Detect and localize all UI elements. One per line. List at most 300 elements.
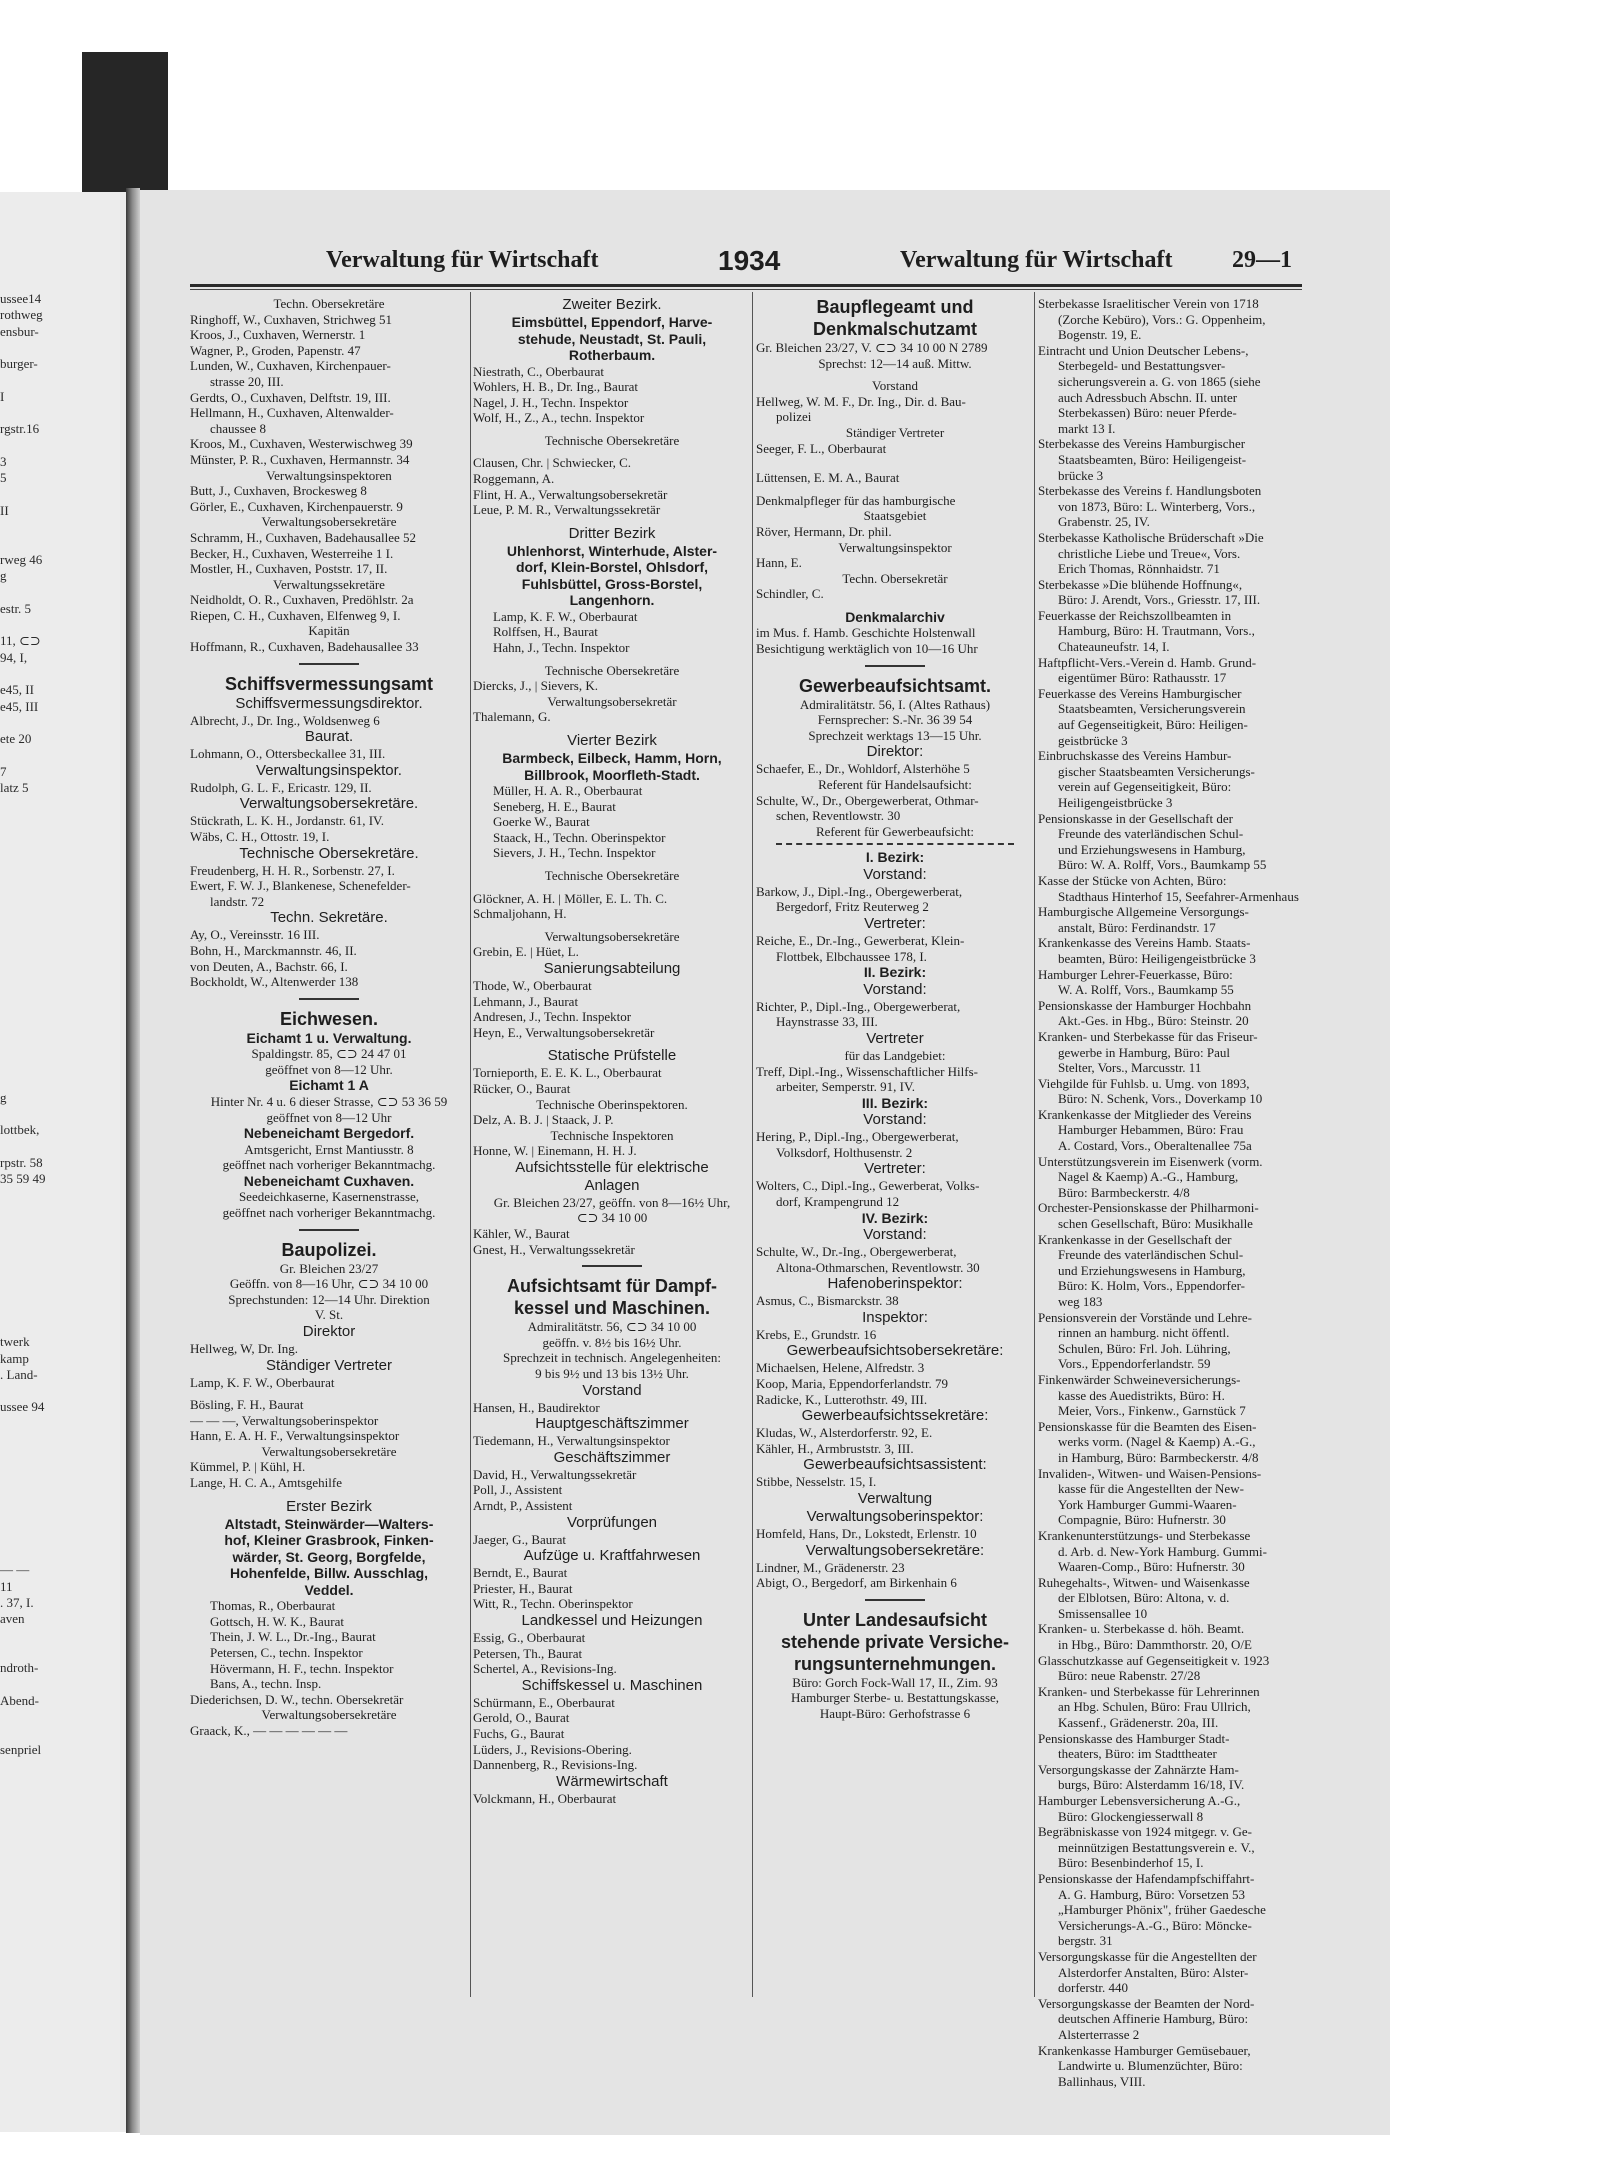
col4-entry: Grabenstr. 25, IV. bbox=[1058, 514, 1150, 530]
col4-entry: an Hbg. Schulen, Büro: Frau Ullrich, bbox=[1058, 1699, 1251, 1715]
col3-entry: Haynstrasse 33, III. bbox=[776, 1014, 878, 1030]
col2-entry: Zweiter Bezirk. bbox=[562, 296, 662, 313]
col1-entry: Becker, H., Cuxhaven, Westerreihe 1 I. bbox=[190, 545, 394, 561]
col4-entry: A. Costard, Vors., Oberaltenallee 75a bbox=[1058, 1138, 1252, 1154]
margin-fragment: e45, II bbox=[0, 682, 34, 698]
col2-entry bbox=[473, 426, 751, 433]
margin-fragment: 5 bbox=[0, 470, 7, 486]
margin-fragment: 3 bbox=[0, 454, 7, 469]
margin-fragment: 94, I, bbox=[0, 649, 28, 665]
scan-edge-dark bbox=[82, 52, 168, 192]
col3-entry: Verwaltungsoberinspektor: bbox=[806, 1508, 984, 1525]
col3-entry: Staatsgebiet bbox=[863, 508, 927, 524]
header-left-title: Verwaltung für Wirtschaft bbox=[326, 247, 599, 273]
col3-entry: Büro: Gorch Fock-Wall 17, II., Zim. 93 bbox=[792, 1674, 998, 1690]
col2-entry: Seneberg, H. E., Baurat bbox=[493, 798, 616, 814]
col3-entry: Denkmalarchiv bbox=[845, 608, 945, 625]
col1-entry: Eichamt 1 u. Verwaltung. bbox=[246, 1029, 412, 1046]
col1-entry: Hoffmann, R., Cuxhaven, Badehausallee 33 bbox=[190, 639, 419, 655]
col2-entry: Eimsbüttel, Eppendorf, Harve- bbox=[511, 314, 713, 330]
margin-fragment: senpriel bbox=[0, 1741, 42, 1757]
col3-entry: Abigt, O., Bergedorf, am Birkenhain 6 bbox=[756, 1575, 957, 1591]
col4-entry: Büro: K. Holm, Vors., Eppendorfer- bbox=[1058, 1278, 1246, 1294]
col1-entry: landstr. 72 bbox=[210, 893, 265, 909]
col2-entry: Landkessel und Heizungen bbox=[521, 1611, 703, 1629]
col4-entry: Alsterterrasse 2 bbox=[1058, 2026, 1140, 2042]
col2-entry: Heyn, E., Verwaltungsobersekretär bbox=[473, 1024, 655, 1040]
col4-entry: York Hamburger Gummi-Waaren- bbox=[1058, 1496, 1237, 1512]
margin-fragment: g bbox=[0, 1089, 7, 1105]
col2-entry: Anlagen bbox=[584, 1176, 640, 1194]
col2-entry: Vorstand bbox=[582, 1381, 642, 1399]
col4-entry: Hamburger Lebensversicherung A.-G., bbox=[1038, 1793, 1241, 1808]
col4-entry: rinnen an hamburg. nicht öffentl. bbox=[1058, 1325, 1230, 1341]
col3-entry: Schulte, W., Dr.-Ing., Obergewerberat, bbox=[756, 1244, 957, 1260]
col2-entry: Technische Obersekretäre bbox=[544, 867, 680, 883]
col4-entry: Hamburg, Büro: H. Trautmann, Vors., bbox=[1058, 623, 1255, 639]
col4-entry: Pensionskasse in der Gesellschaft der bbox=[1038, 810, 1233, 826]
margin-fragment: estr. 5 bbox=[0, 600, 32, 616]
col4-entry: Sterbekasse des Vereins Hamburgischer bbox=[1038, 436, 1246, 452]
col1-entry: Petersen, C., techn. Inspektor bbox=[210, 1644, 363, 1660]
col4-entry: Stelter, Vors., Marcusstr. 11 bbox=[1058, 1060, 1202, 1076]
col3-entry: Gewerbeaufsichtsobersekretäre: bbox=[786, 1342, 1004, 1360]
col1-entry: Verwaltungsinspektor. bbox=[256, 761, 402, 779]
col3-entry: rungsunternehmungen. bbox=[794, 1653, 996, 1674]
col2-entry: Honne, W. | Einemann, H. H. J. bbox=[473, 1143, 637, 1159]
col2-entry: Wohlers, H. B., Dr. Ing., Baurat bbox=[473, 379, 639, 395]
col4-entry: Staatsbeamten, Versicherungsverein bbox=[1058, 701, 1246, 717]
col4-entry: (Zorche Kebüro), Vors.: G. Oppenheim, bbox=[1058, 311, 1266, 327]
col3-entry: Lüttensen, E. M. A., Baurat bbox=[756, 470, 900, 486]
col4-entry: Sterbekasse des Vereins f. Handlungsboten bbox=[1038, 483, 1262, 499]
col4-entry: Pensionskasse der Hamburger Hochbahn bbox=[1038, 997, 1252, 1013]
margin-fragment: . 37, I. bbox=[0, 1595, 34, 1610]
col4-entry: Einbruchskasse des Vereins Hambur- bbox=[1038, 748, 1232, 764]
col3-entry: Sprechzeit werktags 13—15 Uhr. bbox=[808, 727, 982, 743]
col4-entry: Freunde des vaterländischen Schul- bbox=[1058, 1247, 1244, 1263]
col1-entry: Bösling, F. H., Baurat bbox=[190, 1397, 304, 1413]
col1-entry: Hellmann, H., Cuxhaven, Altenwalder- bbox=[190, 405, 394, 421]
col4-entry: Feuerkasse des Vereins Hamburgischer bbox=[1038, 685, 1242, 701]
col1-entry bbox=[299, 998, 359, 1000]
col3-entry: Admiralitätstr. 56, I. (Altes Rathaus) bbox=[799, 696, 991, 712]
col1-entry: Nebeneichamt Cuxhaven. bbox=[243, 1172, 415, 1189]
col4-entry: Büro: J. Arendt, Vors., Griesstr. 17, III. bbox=[1058, 592, 1261, 608]
col3-entry: Verwaltungsinspektor bbox=[838, 539, 952, 555]
col2-entry: Gnest, H., Verwaltungssekretär bbox=[473, 1241, 635, 1257]
col2-entry bbox=[473, 922, 751, 929]
col2-entry: Rolffsen, H., Baurat bbox=[493, 624, 598, 640]
col3-entry: Denkmalpfleger für das hamburgische bbox=[756, 492, 956, 508]
col4-entry: Sterbekasse »Die blühende Hoffnung«, bbox=[1038, 576, 1243, 592]
col2-entry: Glöckner, A. H. | Möller, E. L. Th. C. bbox=[473, 890, 668, 906]
col2-entry: Verwaltungsobersekretäre bbox=[544, 928, 680, 944]
col4-entry: anstalt, Büro: Ferdinandstr. 17 bbox=[1058, 919, 1216, 935]
col4-entry: bergstr. 31 bbox=[1058, 1933, 1113, 1949]
col2-entry: Barmbeck, Eilbeck, Hamm, Horn, bbox=[502, 750, 722, 766]
col3-entry: polizei bbox=[776, 409, 812, 425]
col1-entry: Baurat. bbox=[304, 728, 354, 746]
col4-entry: Unterstützungsverein im Eisenwerk (vorm. bbox=[1038, 1153, 1263, 1169]
col4-entry: Büro: N. Schenk, Vors., Doverkamp 10 bbox=[1058, 1091, 1263, 1107]
col2-entry: Roggemann, A. bbox=[473, 471, 555, 487]
col1-entry: geöffnet von 8—12 Uhr bbox=[266, 1109, 392, 1125]
col3-entry: Röver, Hermann, Dr. phil. bbox=[756, 523, 892, 539]
col4-entry: Nagel & Kaemp) A.-G., Hamburg, bbox=[1058, 1169, 1239, 1185]
col4-entry: deutschen Affinerie Hamburg, Büro: bbox=[1058, 2011, 1249, 2027]
col3-entry: Richter, P., Dipl.-Ing., Obergewerberat, bbox=[756, 998, 961, 1014]
col4-entry: Smissensallee 10 bbox=[1058, 1605, 1148, 1621]
col4-entry: Sterbegeld- und Bestattungsver- bbox=[1058, 358, 1226, 374]
col3-entry: Wolters, C., Dipl.-Ing., Gewerberat, Volks- bbox=[756, 1178, 980, 1194]
col1-entry: Technische Obersekretäre. bbox=[239, 844, 419, 862]
margin-fragment: latz 5 bbox=[0, 780, 29, 795]
col1-entry: Gerdts, O., Cuxhaven, Delftstr. 19, III. bbox=[190, 389, 391, 405]
col4-entry: Pensionskasse des Hamburger Stadt- bbox=[1038, 1730, 1230, 1746]
book-binding bbox=[126, 188, 140, 2133]
col1-entry: Stückrath, L. K. H., Jordanstr. 61, IV. bbox=[190, 813, 385, 829]
col1-entry: Ewert, F. W. J., Blankenese, Schenefelder- bbox=[190, 878, 411, 894]
col4-entry: auf Gegenseitigkeit, Büro: Heiligen- bbox=[1058, 717, 1248, 733]
col3-entry: Inspektor: bbox=[862, 1308, 928, 1326]
col4-entry: Versorgungskasse für die Angestellten der bbox=[1038, 1948, 1257, 1964]
col3-entry: Gewerbeaufsichtssekretäre: bbox=[801, 1407, 989, 1425]
col2-entry: Essig, G., Oberbaurat bbox=[473, 1629, 586, 1645]
margin-fragment: 35 59 49 bbox=[0, 1171, 46, 1187]
column-1 bbox=[190, 296, 468, 1739]
margin-fragment: rweg 46 bbox=[0, 551, 43, 567]
margin-fragment: — — bbox=[0, 1562, 30, 1578]
col3-entry: für das Landgebiet: bbox=[844, 1047, 946, 1063]
col4-entry: Kranken- und Sterbekasse für Lehrerinnen bbox=[1038, 1683, 1260, 1699]
col2-entry: Leue, P. M. R., Verwaltungssekretär bbox=[473, 502, 661, 518]
col1-entry: — — —, Verwaltungsoberinspektor bbox=[190, 1412, 379, 1428]
col1-entry: geöffnet von 8—12 Uhr. bbox=[265, 1061, 393, 1077]
col3-entry: Ständiger Vertreter bbox=[845, 424, 945, 440]
col1-entry: Hann, E. A. H. F., Verwaltungsinspektor bbox=[190, 1428, 400, 1444]
col2-entry: Aufsichtsamt für Dampf- bbox=[506, 1276, 717, 1297]
col2-entry: Fuchs, G., Baurat bbox=[473, 1725, 565, 1741]
col1-entry: Kümmel, P. | Kühl, H. bbox=[190, 1459, 306, 1475]
col2-entry bbox=[473, 1040, 751, 1047]
margin-fragment: 11, ⊂⊃ bbox=[0, 633, 41, 649]
margin-fragment: rgstr.16 bbox=[0, 421, 40, 437]
col2-entry bbox=[473, 725, 751, 732]
col4-entry: Feuerkasse der Reichszollbeamten in bbox=[1038, 607, 1232, 623]
col3-entry: Gr. Bleichen 23/27, V. ⊂⊃ 34 10 00 N 2789 bbox=[756, 340, 988, 355]
col1-entry: strasse 20, III. bbox=[210, 373, 284, 389]
col3-entry: Lindner, M., Grädenerstr. 23 bbox=[756, 1559, 905, 1575]
col4-entry: markt 13 I. bbox=[1058, 420, 1116, 436]
col1-entry: Nebeneichamt Bergedorf. bbox=[243, 1125, 415, 1142]
col4-entry: Viehgilde für Fuhlsb. u. Umg. von 1893, bbox=[1038, 1075, 1250, 1091]
col3-entry: Schindler, C. bbox=[756, 586, 824, 602]
col3-entry: Denkmalschutzamt bbox=[812, 319, 978, 339]
col4-entry: Begräbniskasse von 1924 mitgegr. v. Ge- bbox=[1038, 1824, 1252, 1840]
col1-entry: Bans, A., techn. Insp. bbox=[210, 1676, 322, 1692]
col1-entry: Ständiger Vertreter bbox=[266, 1356, 392, 1374]
col4-entry: burgs, Büro: Alsterdamm 16/18, IV. bbox=[1058, 1777, 1245, 1793]
margin-fragment: ensbur- bbox=[0, 323, 39, 339]
col2-entry: Dritter Bezirk bbox=[568, 524, 656, 542]
col4-entry: Waaren-Comp., Büro: Hufnerstr. 30 bbox=[1058, 1559, 1245, 1575]
col3-entry: Homfeld, Hans, Dr., Lokstedt, Erlenstr. 10 bbox=[756, 1526, 977, 1541]
col4-entry: Kranken- und Sterbekasse für das Friseur- bbox=[1038, 1028, 1258, 1044]
col3-entry bbox=[756, 456, 1034, 470]
col4-entry: verein auf Gegenseitigkeit, Büro: bbox=[1058, 779, 1232, 795]
col3-entry: Gewerbeaufsichtsassistent: bbox=[803, 1456, 987, 1474]
col4-entry: Schulen, Büro: Frl. Joh. Lühring, bbox=[1058, 1340, 1231, 1356]
col2-entry bbox=[473, 518, 751, 525]
col2-entry: Nagel, J. H., Techn. Inspektor bbox=[473, 394, 629, 410]
col2-entry bbox=[473, 448, 751, 455]
col4-entry: Ruhegehalts-, Witwen- und Waisenkasse bbox=[1038, 1574, 1250, 1590]
col4-entry: Krankenkasse der Mitglieder des Vereins bbox=[1038, 1106, 1252, 1122]
col2-entry: Hahn, J., Techn. Inspektor bbox=[493, 640, 630, 656]
col2-entry: Billbrook, Moorfleth-Stadt. bbox=[524, 766, 700, 783]
col3-entry: Vorstand: bbox=[863, 1111, 927, 1129]
col1-entry bbox=[190, 1390, 468, 1397]
col1-entry: Mostler, H., Cuxhaven, Poststr. 17, II. bbox=[190, 561, 388, 577]
margin-fragment: rothweg bbox=[0, 307, 43, 323]
col3-entry: IV. Bezirk: bbox=[861, 1209, 929, 1226]
col3-entry bbox=[756, 371, 1034, 378]
col1-entry: Verwaltungsobersekretäre bbox=[261, 1707, 397, 1723]
col4-entry: geistbrücke 3 bbox=[1058, 732, 1128, 748]
col2-entry bbox=[582, 1265, 642, 1267]
col3-entry: Hellweg, W. M. F., Dr. Ing., Dir. d. Bau- bbox=[756, 393, 966, 409]
col4-entry: Büro: Glockengiesserwall 8 bbox=[1058, 1808, 1204, 1824]
col2-entry: Sievers, J. H., Techn. Inspektor bbox=[493, 845, 656, 861]
col4-entry: schen Gesellschaft, Büro: Musikhalle bbox=[1058, 1216, 1253, 1232]
col3-entry bbox=[756, 486, 1034, 493]
col3-entry: stehende private Versiche- bbox=[780, 1631, 1010, 1652]
col3-entry: Verwaltungsobersekretäre: bbox=[805, 1541, 985, 1559]
col2-entry: geöffn. v. 8½ bis 16½ Uhr. bbox=[542, 1334, 682, 1350]
col4-entry: Freunde des vaterländischen Schul- bbox=[1058, 826, 1244, 842]
col4-entry: werks vorm. (Nagel & Kaemp) A.-G., bbox=[1058, 1434, 1256, 1450]
col4-entry: Hamburgische Allgemeine Versorgungs- bbox=[1038, 904, 1249, 920]
col4-entry: Sterbekasse Katholische Brüderschaft »Die bbox=[1038, 529, 1264, 545]
margin-fragment: Abend- bbox=[0, 1692, 39, 1708]
column-4 bbox=[1038, 296, 1316, 2089]
col4-entry: Pensionsverein der Vorstände und Lehre- bbox=[1038, 1309, 1252, 1325]
margin-fragment: II bbox=[0, 502, 9, 518]
col4-entry: brücke 3 bbox=[1058, 467, 1104, 483]
column-2 bbox=[473, 296, 751, 1806]
column-divider bbox=[1034, 292, 1035, 1997]
col4-entry: beamten, Büro: Heiligengeistbrücke 3 bbox=[1058, 950, 1256, 966]
col4-entry: der Elblotsen, Büro: Altona, v. d. bbox=[1058, 1590, 1230, 1606]
col2-entry: Aufzüge u. Kraftfahrwesen bbox=[523, 1547, 701, 1565]
col4-entry: Pensionskasse für die Beamten des Eisen- bbox=[1038, 1418, 1257, 1434]
col3-entry: III. Bezirk: bbox=[861, 1094, 929, 1111]
col2-entry: Rücker, O., Baurat bbox=[473, 1080, 571, 1096]
col2-entry: Tornieporth, E. E. K. L., Oberbaurat bbox=[473, 1065, 662, 1081]
col3-entry: Treff, Dipl.-Ing., Wissenschaftlicher Hilfs- bbox=[756, 1063, 979, 1079]
col1-entry: Schramm, H., Cuxhaven, Badehausallee 52 bbox=[190, 529, 416, 545]
col2-entry: Hauptgeschäftszimmer bbox=[535, 1415, 689, 1433]
col1-entry: Eichamt 1 A bbox=[289, 1077, 369, 1094]
col4-entry: Heiligengeistbrücke 3 bbox=[1058, 795, 1173, 810]
col4-entry: Hamburger Lehrer-Feuerkasse, Büro: bbox=[1038, 966, 1233, 982]
col2-entry: Technische Oberinspektoren. bbox=[536, 1096, 688, 1112]
col1-entry: Thomas, R., Oberbaurat bbox=[210, 1598, 336, 1614]
col4-entry: A. G. Hamburg, Büro: Vorsetzen 53 bbox=[1058, 1886, 1246, 1902]
col2-entry: 9 bis 9½ und 13 bis 13½ Uhr. bbox=[535, 1366, 689, 1382]
col2-entry: Volckmann, H., Oberbaurat bbox=[473, 1790, 617, 1806]
col2-entry: Staack, H., Techn. Oberinspektor bbox=[493, 829, 666, 845]
col3-entry: Techn. Obersekretär bbox=[842, 570, 948, 586]
col4-entry: Sterbekasse Israelitischer Verein von 1718 bbox=[1038, 296, 1259, 311]
col1-entry: V. St. bbox=[314, 1307, 344, 1323]
col2-entry: Wolf, H., Z., A., techn. Inspektor bbox=[473, 410, 645, 426]
header-rule-thin bbox=[190, 289, 1302, 290]
col3-entry: Stibbe, Nesselstr. 15, I. bbox=[756, 1474, 877, 1490]
col2-entry: Vorprüfungen bbox=[566, 1513, 658, 1531]
col3-entry: Krebs, E., Grundstr. 16 bbox=[756, 1326, 877, 1342]
col4-entry: Büro: W. A. Rolff, Vors., Baumkamp 55 bbox=[1058, 857, 1267, 873]
col1-entry: Lohmann, O., Ottersbeckallee 31, III. bbox=[190, 746, 386, 762]
col4-entry: Ballinhaus, VIII. bbox=[1058, 2073, 1146, 2089]
col1-entry: Freudenberg, H. H. R., Sorbenstr. 27, I. bbox=[190, 862, 395, 878]
col1-entry: Altstadt, Steinwärder—Walters- bbox=[224, 1515, 434, 1532]
col2-entry: Fuhlsbüttel, Gross-Borstel, bbox=[521, 575, 703, 592]
col4-entry: gewerbe in Hamburg, Büro: Paul bbox=[1058, 1044, 1230, 1060]
col1-entry: Wäbs, C. H., Ottostr. 19, I. bbox=[190, 829, 330, 845]
col4-entry: kasse des Auedistrikts, Büro: H. bbox=[1058, 1387, 1225, 1403]
col2-entry: Müller, H. A. R., Oberbaurat bbox=[493, 783, 643, 798]
col4-entry: d. Arb. d. New-York Hamburg. Gummi- bbox=[1058, 1543, 1267, 1559]
margin-fragment: rpstr. 58 bbox=[0, 1154, 43, 1170]
col4-entry: Vors., Eppendorferlandstr. 59 bbox=[1058, 1356, 1211, 1372]
col1-entry: Verwaltungsobersekretäre bbox=[261, 1443, 397, 1459]
col1-entry: Riepen, C. H., Cuxhaven, Elfenweg 9, I. bbox=[190, 607, 401, 623]
col1-entry: Verwaltungssekretäre bbox=[273, 576, 385, 592]
col1-entry: Lunden, W., Cuxhaven, Kirchenpauer- bbox=[190, 358, 391, 374]
col4-entry: Krankenunterstützungs- und Sterbekasse bbox=[1038, 1527, 1251, 1543]
col4-entry: Meier, Vors., Finkenw., Garnstück 7 bbox=[1058, 1403, 1246, 1419]
margin-fragment: ussee14 bbox=[0, 291, 42, 306]
col4-entry: dorferstr. 440 bbox=[1058, 1980, 1129, 1996]
col4-entry: Staatsbeamten, Büro: Heiligengeist- bbox=[1058, 451, 1247, 467]
col4-entry: christliche Liebe und Treue«, Vors. bbox=[1058, 545, 1241, 561]
col2-entry: Technische Inspektoren bbox=[550, 1127, 674, 1143]
col2-entry: David, H., Verwaltungssekretär bbox=[473, 1466, 637, 1482]
col1-entry: Görler, E., Cuxhaven, Kirchenpauerstr. 9 bbox=[190, 498, 403, 514]
col2-entry: Delz, A. B. J. | Staack, J. P. bbox=[473, 1112, 614, 1128]
col3-entry: Baupflegeamt und bbox=[816, 297, 974, 317]
col2-entry: Niestrath, C., Oberbaurat bbox=[473, 363, 605, 379]
col2-entry: Lüders, J., Revisions-Obering. bbox=[473, 1741, 632, 1757]
col2-entry bbox=[473, 861, 751, 868]
col1-entry: Schiffsvermessungsdirektor. bbox=[235, 694, 423, 712]
col3-entry: Seeger, F. L., Oberbaurat bbox=[756, 440, 887, 456]
col1-entry: Sprechstunden: 12—14 Uhr. Direktion bbox=[228, 1291, 430, 1307]
col2-entry: Berndt, E., Baurat bbox=[473, 1565, 568, 1581]
col2-entry: Witt, R., Techn. Oberinspektor bbox=[473, 1596, 633, 1612]
margin-fragment: e45, III bbox=[0, 698, 39, 714]
col1-entry: Bockholdt, W., Altenwerder 138 bbox=[190, 974, 359, 990]
col2-entry: Sanierungsabteilung bbox=[543, 959, 681, 977]
col3-entry: Direktor: bbox=[866, 743, 924, 761]
col2-entry: Tiedemann, H., Verwaltungsinspektor bbox=[473, 1433, 670, 1449]
col1-entry: Direktor bbox=[302, 1322, 356, 1340]
header-year: 1934 bbox=[718, 245, 781, 276]
col4-entry: Glasschutzkasse auf Gegenseitigkeit v. 1923 bbox=[1038, 1652, 1270, 1668]
col1-entry: Wagner, P., Groden, Papenstr. 47 bbox=[190, 342, 361, 358]
col3-entry: Vorstand: bbox=[863, 980, 927, 998]
col2-entry: ⊂⊃ 34 10 00 bbox=[576, 1210, 648, 1226]
margin-fragment: ussee 94 bbox=[0, 1399, 45, 1415]
col2-entry: Schürmann, E., Oberbaurat bbox=[473, 1694, 615, 1710]
col1-entry: Kroos, J., Cuxhaven, Wernerstr. 1 bbox=[190, 327, 366, 343]
col1-entry: Veddel. bbox=[304, 1581, 354, 1598]
col3-entry: Vertreter bbox=[866, 1029, 924, 1047]
col3-entry: Sprechst: 12—14 auß. Mittw. bbox=[818, 355, 972, 371]
col2-entry: Rotherbaum. bbox=[568, 347, 656, 363]
col4-entry: Büro: Besenbinderhof 15, I. bbox=[1058, 1855, 1204, 1871]
col3-entry: Kludas, W., Alsterdorferstr. 92, E. bbox=[756, 1425, 933, 1441]
col4-entry: Alsterdorfer Anstalten, Büro: Alster- bbox=[1058, 1964, 1249, 1980]
col1-entry: Lange, H. C. A., Amtsgehilfe bbox=[190, 1475, 343, 1491]
col2-entry: Wärmewirtschaft bbox=[556, 1772, 668, 1790]
column-3 bbox=[756, 296, 1034, 1722]
col3-entry: Vorstand: bbox=[863, 1226, 927, 1244]
col4-entry: gischer Staatsbeamten Versicherungs- bbox=[1058, 763, 1255, 779]
col1-entry: Hinter Nr. 4 u. 6 dieser Strasse, ⊂⊃ 53 36 59 bbox=[210, 1093, 448, 1109]
col1-entry: geöffnet nach vorheriger Bekanntmachg. bbox=[222, 1204, 436, 1220]
col2-entry: Jaeger, G., Baurat bbox=[473, 1531, 566, 1547]
col4-entry: Pensionskasse der Hafendampfschiffahrt- bbox=[1038, 1870, 1255, 1886]
col2-entry: Uhlenhorst, Winterhude, Alster- bbox=[506, 542, 718, 559]
col3-entry bbox=[865, 665, 925, 667]
col3-entry: Hann, E. bbox=[756, 555, 802, 571]
header-rule bbox=[190, 284, 1302, 287]
col3-entry: Unter Landesaufsicht bbox=[802, 1609, 988, 1630]
col1-entry: Ay, O., Vereinsstr. 16 III. bbox=[190, 927, 320, 943]
col3-entry: Radicke, K., Lutterothstr. 49, III. bbox=[756, 1391, 928, 1407]
margin-fragment: lottbek, bbox=[0, 1122, 40, 1138]
col1-entry: Techn. Obersekretäre bbox=[273, 296, 385, 311]
col2-entry: Thalemann, G. bbox=[473, 709, 551, 725]
col3-entry: Bergedorf, Fritz Reuterweg 2 bbox=[776, 899, 929, 915]
col1-entry: Hohenfelde, Billw. Ausschlag, bbox=[229, 1565, 429, 1582]
col3-entry: dorf, Krampengrund 12 bbox=[776, 1193, 900, 1209]
col1-entry: Hellweg, W, Dr. Ing. bbox=[190, 1340, 298, 1356]
col1-entry: Techn. Sekretäre. bbox=[270, 909, 388, 927]
col3-entry: Verwaltung bbox=[857, 1490, 933, 1507]
col3-entry: Haupt-Büro: Gerhofstrasse 6 bbox=[819, 1705, 971, 1721]
col1-entry: Neidholdt, O. R., Cuxhaven, Predöhlstr. 2a bbox=[190, 592, 414, 608]
col3-entry: Referent für Gewerbeaufsicht: bbox=[815, 823, 975, 839]
col1-entry: Lamp, K. F. W., Oberbaurat bbox=[190, 1374, 335, 1390]
col2-entry: Aufsichtsstelle für elektrische bbox=[515, 1158, 709, 1176]
col3-entry: Altona-Othmarschen, Reventlowstr. 30 bbox=[776, 1259, 980, 1275]
col3-entry: Kähler, H., Armbruststr. 3, III. bbox=[756, 1440, 914, 1456]
col1-entry: Amtsgericht, Ernst Mantiusstr. 8 bbox=[244, 1141, 414, 1157]
col1-entry: von Deuten, A., Bachstr. 66, I. bbox=[190, 958, 348, 974]
col2-entry bbox=[473, 656, 751, 663]
col3-entry: Flottbek, Elbchaussee 178, I. bbox=[776, 948, 927, 964]
margin-fragment: burger- bbox=[0, 356, 38, 372]
col1-entry: Seedeichkaserne, Kasernenstrasse, bbox=[238, 1189, 420, 1205]
col4-entry: Versicherungs-A.-G., Büro: Möncke- bbox=[1058, 1917, 1252, 1933]
page-number: 29—1 bbox=[1232, 247, 1292, 273]
col2-entry: Hansen, H., Baudirektor bbox=[473, 1399, 600, 1415]
col2-entry: Dannenberg, R., Revisions-Ing. bbox=[473, 1757, 638, 1773]
